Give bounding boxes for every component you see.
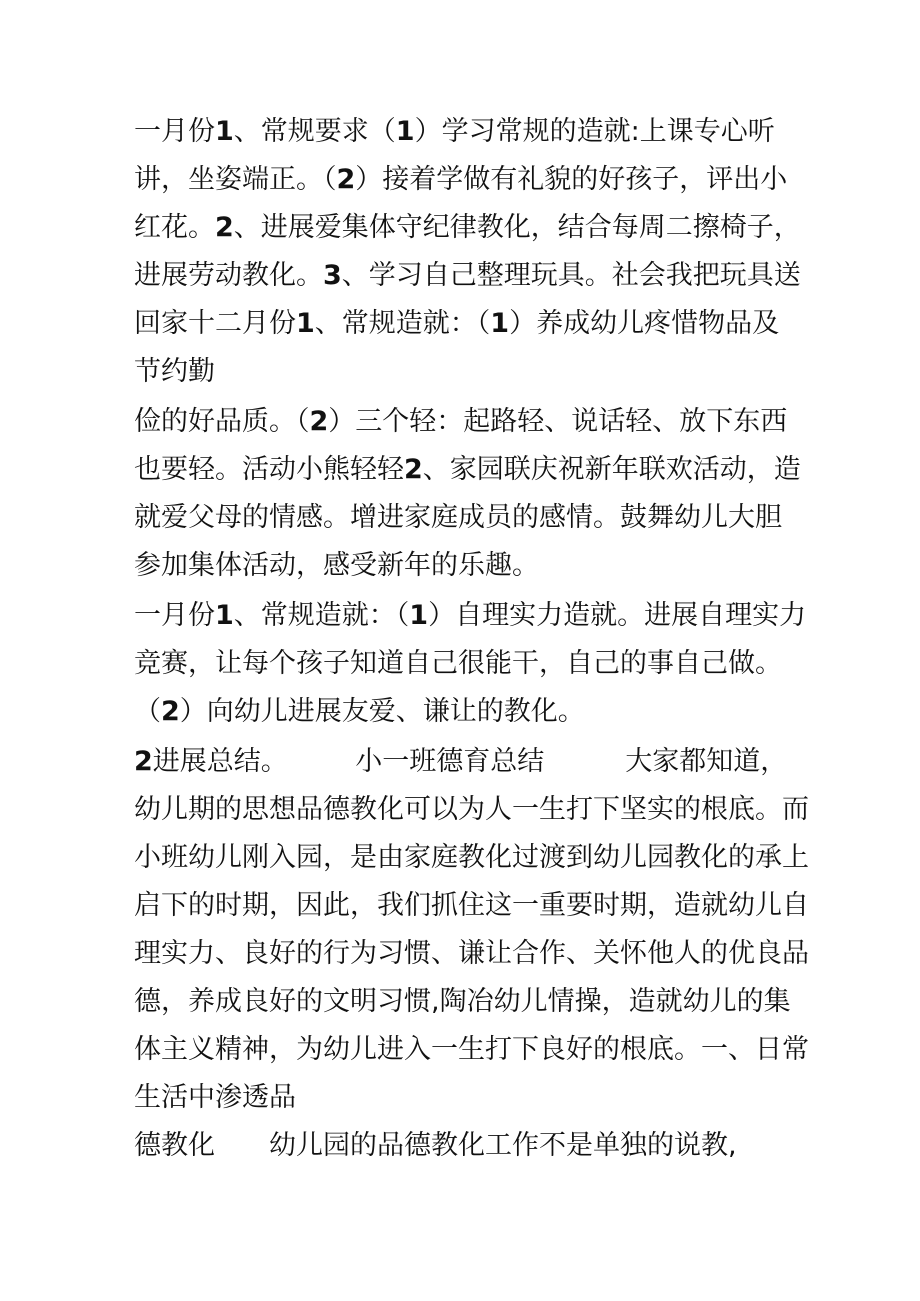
text-line-10: 参加集体活动，感受新年的乐趣。 (134, 550, 539, 581)
text-line-3: 红花。2、进展爱集体守纪律教化，结合每周二擦椅子， (134, 212, 801, 243)
text-line-13: （2）向幼儿进展友爱、谦让的教化。 (134, 696, 585, 727)
text-line-14: 2进展总结。 小一班德育总结 大家都知道， (134, 746, 788, 777)
text-line-17: 启下的时期，因此，我们抓住这一重要时期，造就幼儿自 (134, 890, 809, 921)
text-line-7: 俭的好品质。（2）三个轻：起路轻、说话轻、放下东西 (134, 406, 788, 437)
text-line-12: 竞赛，让每个孩子知道自己很能干，自己的事自己做。 (134, 648, 782, 679)
text-line-11: 一月份1、常规造就：（1）自理实力造就。进展自理实力 (134, 600, 807, 631)
text-line-19: 德，养成良好的文明习惯,陶冶幼儿情操，造就幼儿的集 (134, 986, 791, 1017)
text-line-16: 小班幼儿刚入园，是由家庭教化过渡到幼儿园教化的承上 (134, 842, 809, 873)
text-line-1: 一月份1、常规要求（1）学习常规的造就:上课专心听 (134, 116, 775, 147)
text-line-18: 理实力、良好的行为习惯、谦让合作、关怀他人的优良品 (134, 938, 809, 969)
text-line-21: 生活中渗透品 (134, 1082, 296, 1113)
text-line-9: 就爱父母的情感。增进家庭成员的感情。鼓舞幼儿大胆 (134, 502, 782, 533)
text-line-22: 德教化 幼儿园的品德教化工作不是单独的说教, (134, 1130, 737, 1161)
text-line-15: 幼儿期的思想品德教化可以为人一生打下坚实的根底。而 (134, 794, 809, 825)
text-line-2: 讲，坐姿端正。（2）接着学做有礼貌的好孩子，评出小 (134, 164, 788, 195)
text-line-5: 回家十二月份1、常规造就：（1）养成幼儿疼惜物品及 (134, 308, 780, 339)
text-line-4: 进展劳动教化。3、学习自己整理玩具。社会我把玩具送 (134, 260, 801, 291)
text-line-8: 也要轻。活动小熊轻轻2、家园联庆祝新年联欢活动，造 (134, 454, 801, 485)
text-line-20: 体主义精神，为幼儿进入一生打下良好的根底。一、日常 (134, 1034, 809, 1065)
text-line-6: 节约勤 (134, 356, 215, 387)
